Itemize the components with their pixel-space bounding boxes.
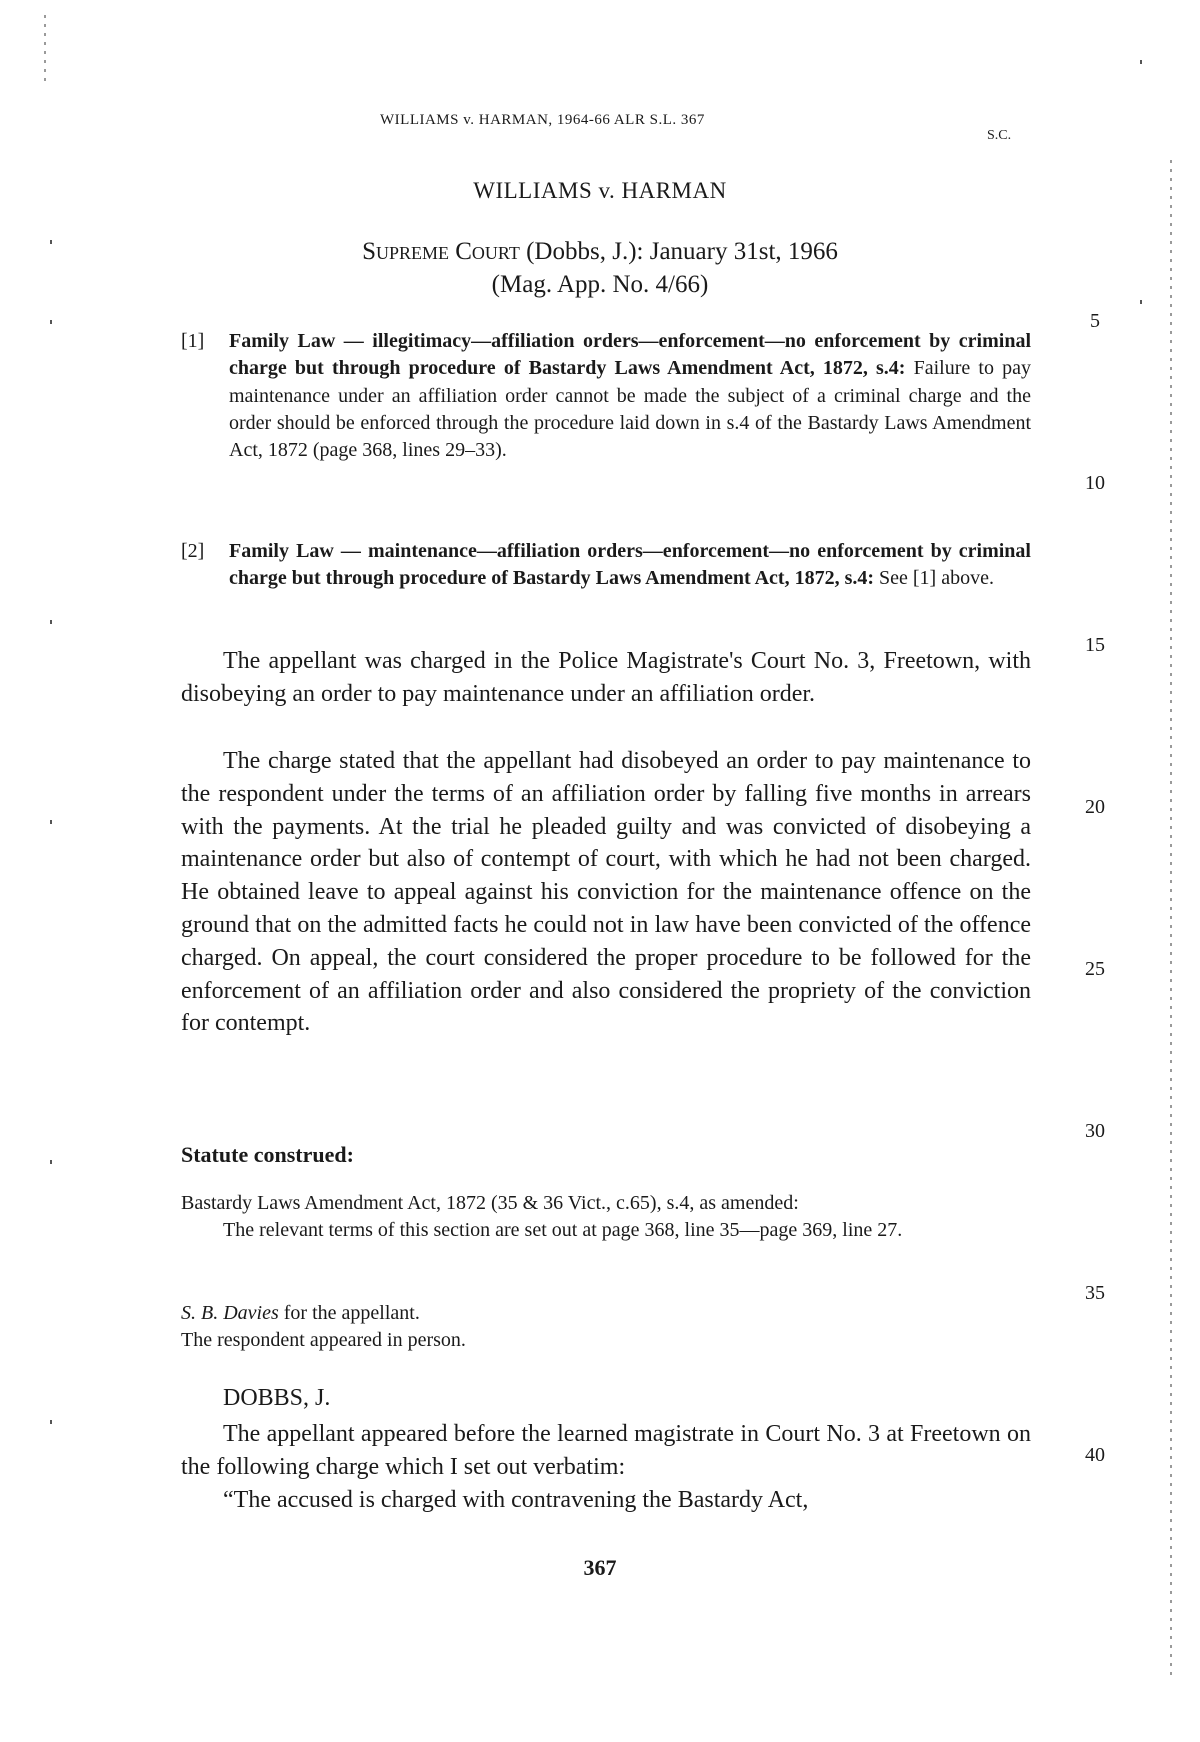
court-details: (Dobbs, J.): January 31st, 1966	[526, 238, 838, 265]
headnote-catchwords: Family Law — maintenance—affiliation orders—enforcement—no enforcement by criminal charge but through procedure of Bastardy Laws Amendment Act, 1872, s.4:	[229, 540, 1031, 590]
margin-line-number: 40	[1085, 1444, 1105, 1466]
judge-name: DOBBS, J.	[223, 1385, 331, 1411]
scan-speck	[50, 620, 52, 624]
scan-speck	[50, 820, 52, 824]
paragraph: The appellant appeared before the learned magistrate in Court No. 3 at Freetown on the following charge which I set out verbatim:	[181, 1421, 1031, 1480]
margin-line-number: 10	[1085, 472, 1105, 494]
margin-line-number: 20	[1085, 796, 1105, 818]
facts-paragraph-1	[181, 645, 1031, 711]
judgment-text	[181, 1418, 1031, 1516]
statute-block	[181, 1190, 1031, 1244]
headnote-1	[181, 328, 1031, 464]
scan-edge-right	[1170, 160, 1172, 1680]
counsel-name: S. B. Davies	[181, 1302, 279, 1324]
court-line	[0, 238, 1200, 266]
headnote-number: [2]	[181, 540, 205, 562]
statute-line: The relevant terms of this section are set out at page 368, line 35—page 369, line 27.	[223, 1219, 903, 1241]
margin-line-number: 15	[1085, 634, 1105, 656]
paragraph: The charge stated that the appellant had disobeyed an order to pay maintenance to the respondent under the terms of an affiliation order by falling five months in arrears with the payments. At the trial he pleaded guilty and was convicted of disobeying a maintenance order but also of contempt of court, with which he had not been charged. He obtained leave to appeal against his conviction for the maintenance offence on the ground that on the admitted facts he could not in law have been convicted of the offence charged. On appeal, the court considered the proper procedure to be followed for the enforcement of an affiliation order and also considered the propriety of the conviction for contempt.	[181, 748, 1031, 1037]
headnote-text	[229, 328, 1031, 464]
margin-line-number: 5	[1090, 310, 1100, 332]
scan-speck	[50, 320, 52, 324]
respondent-counsel: The respondent appeared in person.	[181, 1329, 466, 1351]
headnote-number: [1]	[181, 330, 205, 352]
headnote-holding: See [1] above.	[879, 567, 994, 590]
headnote-text	[229, 538, 1031, 593]
headnote-2	[181, 538, 1031, 593]
court-code: S.C.	[987, 128, 1012, 143]
scan-edge-left	[44, 15, 46, 85]
facts-paragraph-2	[181, 745, 1031, 1040]
scan-speck	[50, 1420, 52, 1424]
scan-speck	[50, 1160, 52, 1164]
counsel-role: for the appellant.	[283, 1302, 420, 1324]
statute-line: Bastardy Laws Amendment Act, 1872 (35 & 36 Vict., c.65), s.4, as amended:	[181, 1192, 799, 1214]
statute-heading: Statute construed:	[181, 1142, 354, 1167]
margin-line-number: 25	[1085, 958, 1105, 980]
running-head: WILLIAMS v. HARMAN, 1964-66 ALR S.L. 367	[380, 112, 705, 128]
counsel-block	[181, 1300, 1031, 1354]
appeal-number: (Mag. App. No. 4/66)	[491, 271, 709, 298]
case-title: WILLIAMS v. HARMAN	[473, 178, 727, 203]
margin-line-number: 30	[1085, 1120, 1105, 1142]
paragraph: “The accused is charged with contravening the Bastardy Act,	[223, 1486, 809, 1513]
headnote-holding: Failure to pay maintenance under an affiliation order cannot be made the subject of a criminal charge and the order should be enforced through the procedure laid down in s.4 of the Bastardy Laws Amendment Act, 1872 (page 368, lines 29–33).	[229, 357, 1031, 462]
scan-speck	[1140, 60, 1142, 64]
paragraph: The appellant was charged in the Police Magistrate's Court No. 3, Freetown, with disobeying an order to pay maintenance under an affiliation order.	[181, 648, 1031, 707]
headnote-catchwords: Family Law — illegitimacy—affiliation orders—enforcement—no enforcement by criminal charge but through procedure of Bastardy Laws Amendment Act, 1872, s.4:	[229, 330, 1031, 380]
page-number: 367	[583, 1555, 617, 1580]
scan-speck	[1140, 300, 1142, 304]
court-name: Supreme Court	[362, 238, 520, 265]
margin-line-number: 35	[1085, 1282, 1105, 1304]
appellant-counsel	[181, 1300, 1031, 1327]
